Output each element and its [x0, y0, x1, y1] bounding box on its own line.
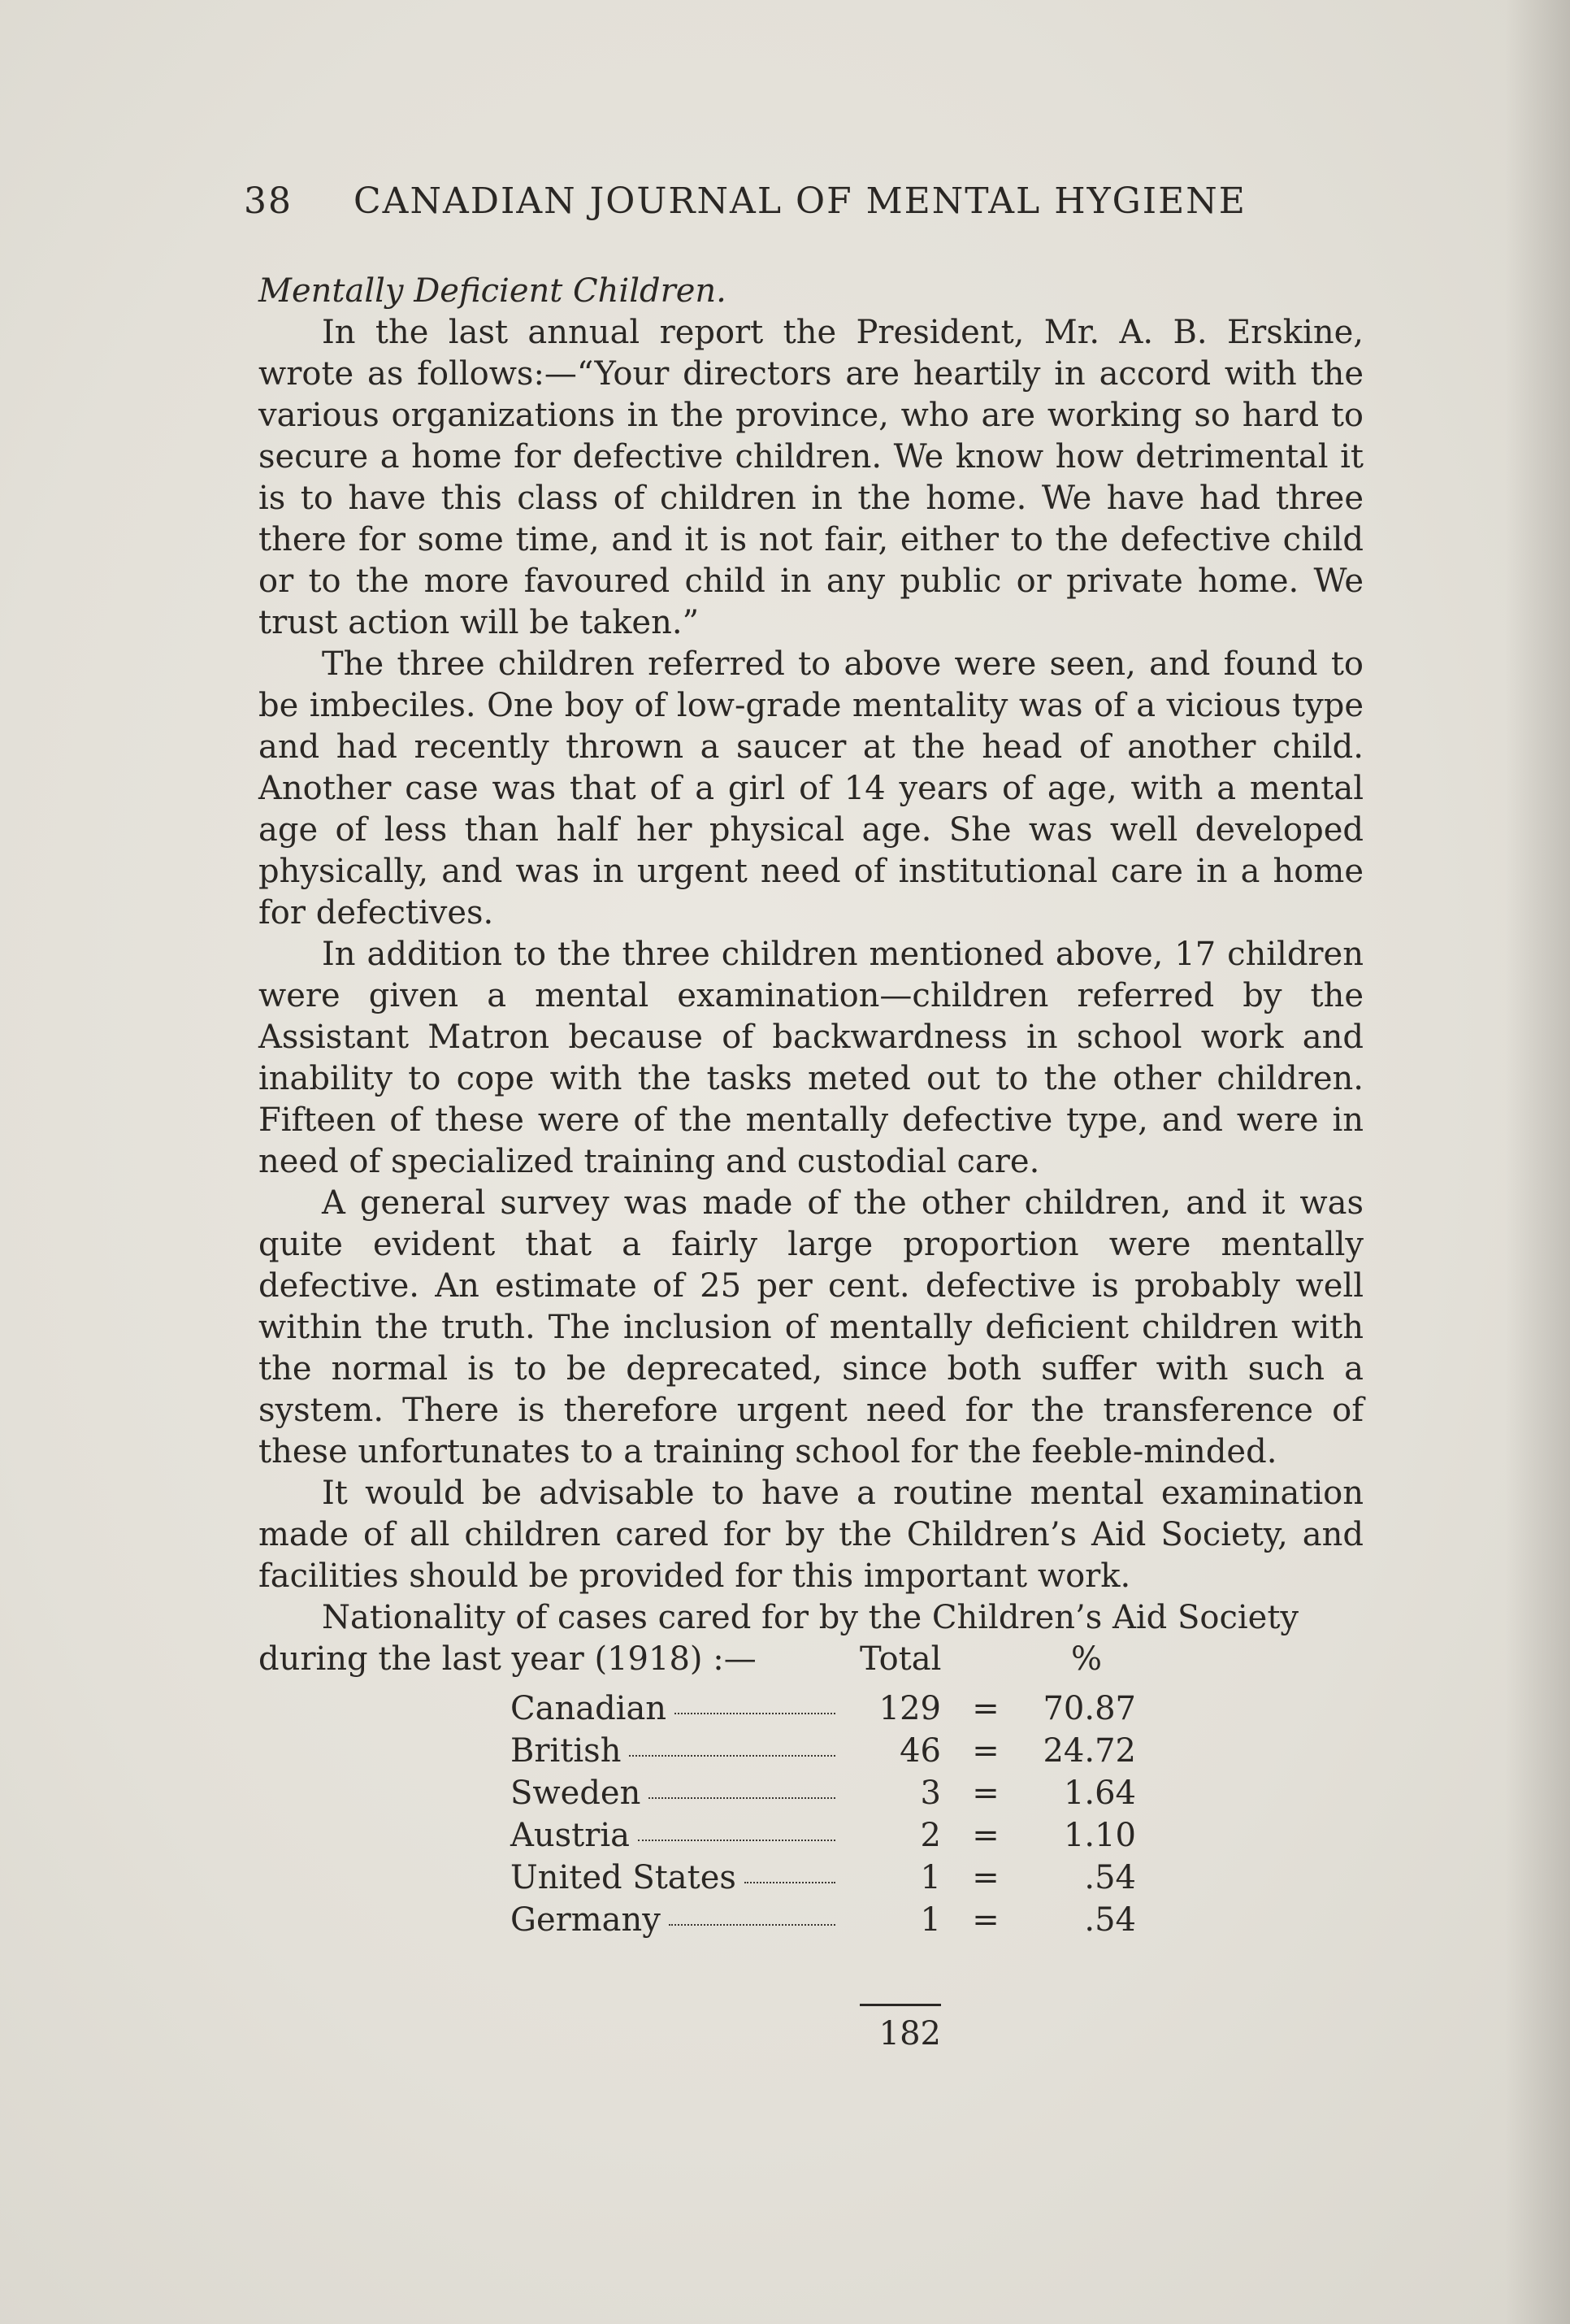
row-percent: 1.10 [1063, 1817, 1136, 1854]
equals-sign: = [972, 1732, 1000, 1770]
paragraph-mental-examination: In addition to the three children mentioned above, 17 children were given a mental examination—children referred by the Assistant Matron because of backwardness in school work and inability to cope with the tasks meted out to the other children. Fifteen of these were of the mentally defective type, and were in need of specialized training and custodial care. [258, 936, 1364, 1180]
page-edge-shadow [1505, 0, 1570, 2324]
nationality-intro: Nationality of cases cared for by the Children’s Aid Society during the last year (1918) :— [258, 1599, 1299, 1678]
grand-total: 182 [878, 2015, 941, 2053]
equals-sign: = [972, 1774, 1000, 1812]
paragraph-general-survey: A general survey was made of the other children, and it was quite evident that a fairly large proportion were mentally defective. An estimate of 25 per cent. defective is probably well within the truth. The inclusion of mentally deficient children with the normal is to be deprecated, since both suffer with such a system. There is therefore urgent need for the transference of these unfortunates to a training school for the feeble-minded. [258, 1184, 1364, 1470]
row-percent: 24.72 [1043, 1732, 1136, 1770]
row-label: United States [510, 1859, 736, 1896]
column-header-percent: % [1071, 1640, 1103, 1678]
column-header-total: Total [860, 1640, 942, 1678]
equals-sign: = [972, 1901, 1000, 1939]
row-label: Sweden [510, 1774, 641, 1812]
dot-leader [669, 1924, 835, 1926]
row-percent: .54 [1084, 1901, 1136, 1939]
table-row [258, 1773, 1364, 1815]
row-total: 129 [878, 1690, 941, 1727]
row-percent: 70.87 [1043, 1690, 1136, 1727]
table-row [258, 1731, 1364, 1773]
row-label: British [510, 1732, 622, 1770]
row-total: 3 [920, 1774, 941, 1812]
table-row [258, 1900, 1364, 1942]
paragraph-report-quote: In the last annual report the President, Mr. A. B. Erskine, wrote as follows:—“Your directors are heartily in accord with the various organizations in the province, who are working so hard to secure a home for defective children. We know how detrimental it is to have this class of children in the home. We have had three there for some time, and it is not fair, either to the defective child or to the more favoured child in any public or private home. We trust action will be taken.” [258, 314, 1364, 641]
equals-sign: = [972, 1859, 1000, 1896]
nationality-table [258, 1640, 1364, 2062]
row-percent: .54 [1084, 1859, 1136, 1896]
dot-leader [638, 1840, 835, 1841]
table-row [258, 1815, 1364, 1857]
row-label: Austria [510, 1817, 631, 1854]
row-total: 1 [920, 1901, 941, 1939]
equals-sign: = [972, 1690, 1000, 1727]
table-row [258, 1857, 1364, 1900]
section-heading: Mentally Deficient Children. [258, 272, 726, 310]
running-header [244, 180, 1247, 222]
dot-leader [744, 1882, 835, 1883]
row-total: 1 [920, 1859, 941, 1896]
paragraph-imbeciles: The three children referred to above were seen, and found to be imbeciles. One boy of low-grade mentality was of a vicious type and had recently thrown a saucer at the head of another child. Another case was that of a girl of 14 years of age, with a mental age of less than half her physical age. She was well developed physically, and was in urgent need of institutional care in a home for defectives. [258, 645, 1364, 932]
page-number: 38 [244, 180, 293, 222]
journal-title: CANADIAN JOURNAL OF MENTAL HYGIENE [353, 180, 1247, 222]
dot-leader [648, 1797, 835, 1799]
row-total: 46 [900, 1732, 941, 1770]
dot-leader [674, 1713, 835, 1714]
row-percent: 1.64 [1063, 1774, 1136, 1812]
row-total: 2 [920, 1817, 941, 1854]
row-label: Germany [510, 1901, 661, 1939]
equals-sign: = [972, 1817, 1000, 1854]
table-row [258, 1688, 1364, 1731]
dot-leader [629, 1755, 835, 1757]
sum-rule [860, 2004, 941, 2006]
row-label: Canadian [510, 1690, 667, 1727]
paragraph-routine-examination: It would be advisable to have a routine mental examination made of all children cared for by the Children’s Aid Society, and facilities should be provided for this important work. [258, 1475, 1364, 1595]
article-body [258, 271, 1364, 2062]
